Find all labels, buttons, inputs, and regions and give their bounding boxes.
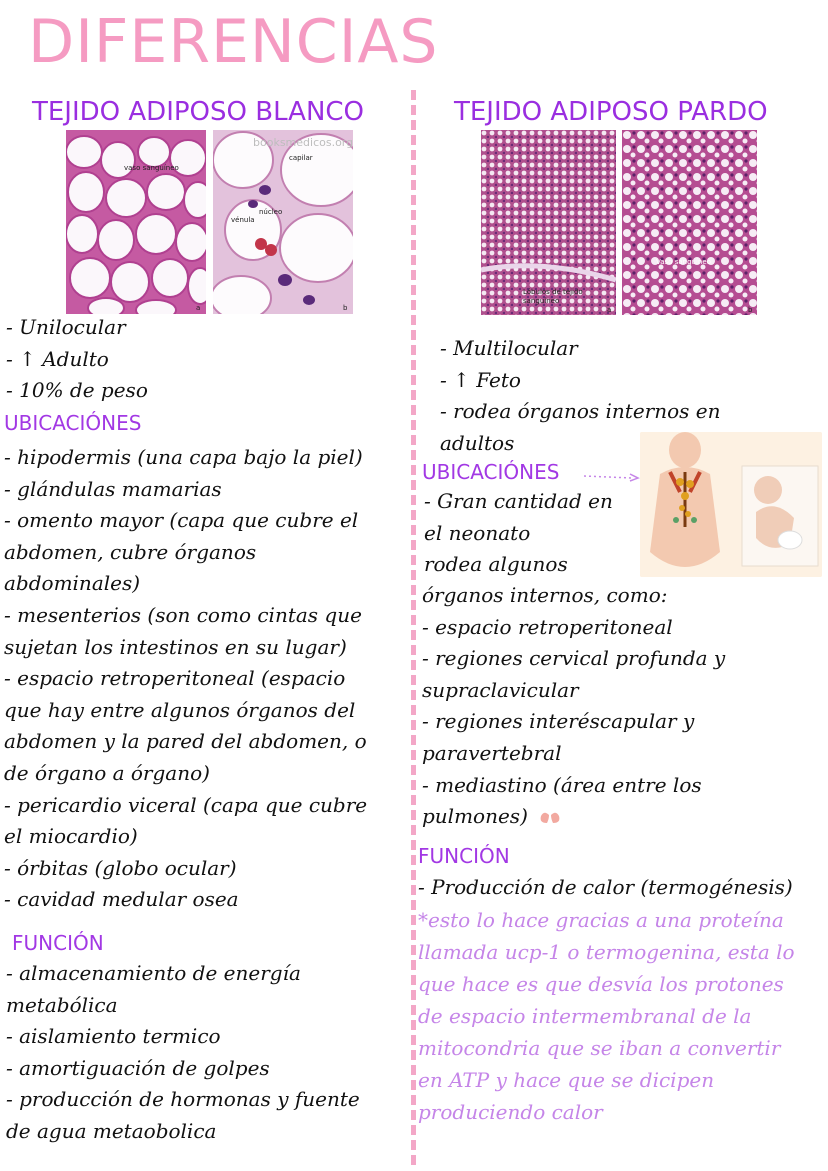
label-vaso-sanguineo: vaso sanguíneo [124, 164, 179, 172]
list-item: el neonato [424, 520, 531, 545]
note-line: en ATP y hace que se dicipen [418, 1068, 715, 1092]
lungs-icon [538, 806, 562, 826]
list-item: abdominales) [4, 571, 141, 596]
item-feto: - ↑ Feto [440, 367, 521, 392]
micrograph-brown-a [481, 130, 616, 315]
body-illustration [640, 432, 822, 577]
label-capilar: capilar [289, 154, 313, 162]
list-item: rodea algunos [424, 552, 568, 577]
list-item: - espacio retroperitoneal (espacio [4, 666, 346, 691]
list-item: de órgano a órgano) [4, 760, 210, 785]
right-ubicaciones-pre [424, 486, 613, 581]
micrograph-white-a [66, 130, 206, 314]
left-funcion-label: FUNCIÓN [12, 931, 104, 955]
list-item: supraclavicular [422, 677, 579, 702]
list-item: - órbitas (globo ocular) [4, 855, 237, 880]
item-rodea: - rodea órganos internos en [440, 399, 721, 424]
list-item: - omento mayor (capa que cubre el [4, 508, 359, 533]
item-peso: - 10% de peso [6, 378, 148, 403]
human-body-icon [640, 432, 822, 577]
list-item: - pericardio viceral (capa que cubre [4, 792, 368, 817]
left-ubicaciones-list [4, 442, 367, 916]
label-vaso-sanguineo-b: Vaso sanguíneo [656, 258, 711, 266]
item-adulto: - ↑ Adulto [6, 346, 109, 371]
panel-label-b: b [748, 306, 753, 314]
watermark: booksmedicos.org [253, 136, 353, 149]
panel-label-b: b [343, 304, 348, 312]
right-ubicaciones-label: UBICACIÓNES [422, 460, 560, 484]
list-item: - producción de hormonas y fuente [6, 1087, 360, 1112]
list-item: - regiones interéscapular y [422, 709, 695, 734]
list-item: - hipodermis (una capa bajo la piel) [4, 445, 363, 469]
note-line: mitocondria que se iban a convertir [418, 1036, 781, 1060]
note-line: *esto lo hace gracias a una proteína [418, 908, 784, 932]
panel-label-a: a [196, 304, 201, 312]
ucp1-note [418, 904, 795, 1128]
list-item-pulmones [422, 801, 725, 833]
right-funcion-list [418, 872, 793, 904]
list-item: abdomen y la pared del abdomen, o [4, 729, 367, 754]
left-ubicaciones-label: UBICACIÓNES [4, 411, 142, 435]
list-item: - Producción de calor (termogénesis) [418, 875, 793, 899]
item-multilocular: - Multilocular [440, 336, 578, 360]
list-item: - mediastino (área entre los [422, 772, 702, 797]
list-item: que hay entre algunos órganos del [4, 697, 356, 722]
right-funcion-label: FUNCIÓN [418, 844, 510, 868]
list-item: el miocardio) [4, 824, 138, 849]
list-item: de agua metaobolica [6, 1118, 217, 1143]
micrograph-brown-b [622, 130, 757, 315]
label-nucleo: núcleo [259, 208, 283, 216]
panel-label-a: a [607, 306, 612, 314]
left-items [6, 312, 148, 407]
note-line: que hace es que desvía los protones [418, 972, 784, 996]
label-lobulos: Lóbulos de tejido sanguíneo [523, 288, 583, 305]
dotted-arrow-icon [582, 466, 642, 486]
list-item: - aislamiento termico [6, 1024, 221, 1049]
note-line: llamada ucp-1 o termogenina, esta lo [418, 940, 795, 964]
column-divider [411, 90, 416, 1165]
heading-brown-adipose: TEJIDO ADIPOSO PARDO [454, 97, 768, 127]
item-adultos: adultos [440, 430, 515, 455]
left-funcion-list [6, 958, 360, 1148]
list-item: abdomen, cubre órganos [4, 539, 257, 564]
label-venula: vénula [231, 216, 255, 224]
list-item: - amortiguación de golpes [6, 1055, 270, 1080]
brown-adipose-cells-b [622, 130, 757, 315]
list-item: - cavidad medular osea [4, 887, 239, 912]
note-line: produciendo calor [418, 1100, 603, 1124]
list-item: - glándulas mamarias [4, 476, 222, 501]
micrograph-white-b [213, 130, 353, 314]
note-line: de espacio intermembranal de la [418, 1004, 752, 1028]
list-item: paravertebral [422, 740, 562, 765]
list-item-text: pulmones) [422, 804, 528, 829]
list-item: - Gran cantidad en [424, 489, 613, 513]
heading-white-adipose: TEJIDO ADIPOSO BLANCO [32, 97, 365, 127]
list-item: - espacio retroperitoneal [422, 614, 673, 639]
list-item: sujetan los intestinos en su lugar) [4, 634, 347, 659]
white-adipose-cells-a [66, 130, 206, 314]
list-item: - almacenamiento de energía [6, 961, 301, 985]
list-item: - mesenterios (son como cintas que [4, 602, 362, 627]
page-title: DIFERENCIAS [28, 7, 439, 77]
right-ubicaciones-list [422, 580, 725, 833]
list-item: - regiones cervical profunda y [422, 646, 726, 671]
list-item: metabólica [6, 992, 118, 1017]
list-item: órganos internos, como: [422, 583, 668, 607]
item-unilocular: - Unilocular [6, 315, 126, 339]
